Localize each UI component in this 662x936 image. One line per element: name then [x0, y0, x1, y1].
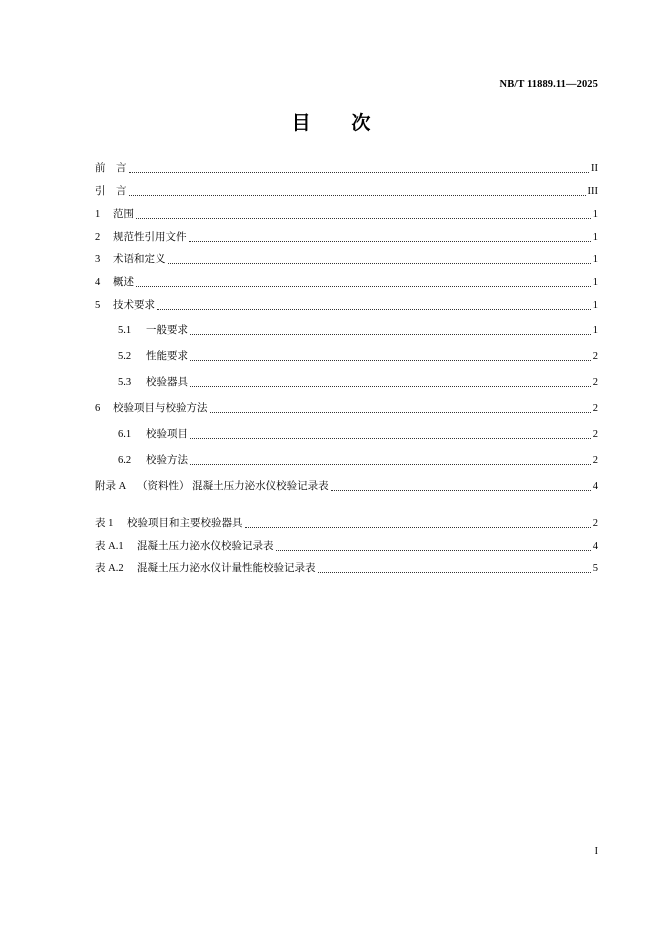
toc-entry-number: 5	[95, 300, 101, 311]
toc-entry-title: 性能要求	[146, 351, 188, 362]
toc-entry-general-requirements[interactable]	[118, 324, 598, 338]
toc-entry-number: 附录 A	[95, 481, 127, 492]
leader-dots	[318, 571, 591, 573]
leader-dots	[276, 549, 591, 551]
toc-entry-calibration-items[interactable]	[118, 428, 598, 442]
toc-entry-title: 校验方法	[146, 455, 188, 466]
toc-entry-calibration-items-methods[interactable]	[95, 402, 598, 416]
toc-page-number: III	[587, 186, 598, 197]
toc-entry-appendix-a[interactable]	[95, 480, 598, 494]
toc-entry-scope[interactable]	[95, 208, 598, 222]
toc-entry-introduction[interactable]	[95, 185, 598, 199]
toc-entry-number: 6	[95, 403, 101, 414]
toc-entry-calibration-methods[interactable]	[118, 454, 598, 468]
toc-entry-number: 6.2	[118, 455, 132, 466]
leader-dots	[190, 437, 591, 439]
toc-page-number: 2	[592, 377, 598, 388]
toc-entry-title: 混凝土压力泌水仪计量性能校验记录表	[137, 563, 316, 574]
toc-entry-calibration-instruments[interactable]	[118, 376, 598, 390]
toc-entry-normative-references[interactable]	[95, 231, 598, 245]
toc-page-number: 1	[592, 254, 598, 265]
toc-entry-number: 5.2	[118, 351, 132, 362]
leader-dots	[129, 194, 586, 196]
toc-page-number: 1	[592, 277, 598, 288]
toc-entry-number: 6.1	[118, 429, 132, 440]
leader-dots	[210, 411, 591, 413]
toc-page-number: 4	[592, 481, 598, 492]
toc-entry-table-a2[interactable]	[95, 562, 598, 576]
toc-entry-number: 表 A.2	[95, 563, 124, 574]
toc-entry-number: 4	[95, 277, 101, 288]
leader-dots	[157, 308, 591, 310]
toc-page-number: II	[591, 163, 598, 174]
leader-dots	[245, 526, 591, 528]
document-code: NB/T 11889.11—2025	[499, 79, 598, 90]
toc-entry-table-1[interactable]	[95, 517, 598, 531]
toc-entry-title: 混凝土压力泌水仪校验记录表	[137, 541, 274, 552]
page-title: 目 次	[291, 113, 389, 134]
toc-entry-title: 术语和定义	[113, 254, 166, 265]
toc-page-number: 4	[592, 541, 598, 552]
toc-entry-overview[interactable]	[95, 276, 598, 290]
toc-entry-title: 校验项目与校验方法	[113, 403, 208, 414]
toc-page-number: 1	[592, 325, 598, 336]
toc-entry-title: （资料性） 混凝土压力泌水仪校验记录表	[137, 481, 329, 492]
toc-entry-number: 3	[95, 254, 101, 265]
toc-page-number: 2	[592, 403, 598, 414]
toc-page-number: 1	[592, 232, 598, 243]
toc-entry-foreword[interactable]	[95, 162, 598, 176]
leader-dots	[190, 359, 591, 361]
toc-entry-title: 前 言	[95, 163, 127, 174]
leader-dots	[190, 385, 591, 387]
toc-page-number: 2	[592, 429, 598, 440]
toc-entry-number: 表 A.1	[95, 541, 124, 552]
toc-page-number: 1	[592, 300, 598, 311]
toc-entry-title: 技术要求	[113, 300, 155, 311]
leader-dots	[129, 171, 590, 173]
toc-entry-title: 概述	[113, 277, 134, 288]
toc-entry-title: 规范性引用文件	[113, 232, 187, 243]
toc-entry-number: 2	[95, 232, 101, 243]
leader-dots	[168, 262, 591, 264]
toc-entry-title: 校验项目	[146, 429, 188, 440]
toc-entry-title: 范围	[113, 209, 134, 220]
leader-dots	[190, 463, 591, 465]
toc-entry-title: 校验项目和主要校验器具	[127, 518, 243, 529]
toc-entry-performance-requirements[interactable]	[118, 350, 598, 364]
leader-dots	[331, 489, 591, 491]
toc-page-number: 1	[592, 209, 598, 220]
page-number: I	[594, 846, 598, 857]
toc-entry-technical-requirements[interactable]	[95, 299, 598, 313]
toc-page-number: 2	[592, 351, 598, 362]
toc-page-number: 2	[592, 518, 598, 529]
leader-dots	[190, 333, 591, 335]
toc-entry-number: 5.1	[118, 325, 132, 336]
leader-dots	[136, 285, 591, 287]
toc-page-number: 2	[592, 455, 598, 466]
toc-entry-table-a1[interactable]	[95, 540, 598, 554]
toc-entry-title: 引 言	[95, 186, 127, 197]
toc-entry-number: 表 1	[95, 518, 114, 529]
toc-page-number: 5	[592, 563, 598, 574]
leader-dots	[136, 217, 591, 219]
toc-entry-title: 一般要求	[146, 325, 188, 336]
leader-dots	[189, 240, 591, 242]
toc-entry-terms-definitions[interactable]	[95, 253, 598, 267]
toc-entry-number: 1	[95, 209, 101, 220]
toc-entry-number: 5.3	[118, 377, 132, 388]
toc-entry-title: 校验器具	[146, 377, 188, 388]
